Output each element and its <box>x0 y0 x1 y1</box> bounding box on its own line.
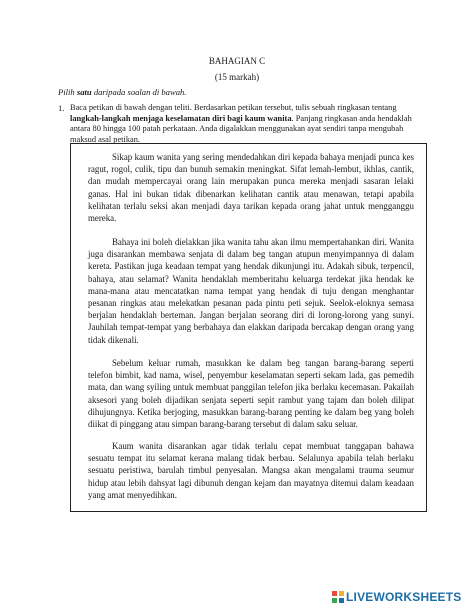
logo-text: LIVEWORKSHEETS <box>346 590 462 604</box>
paragraph-3-text: Sebelum keluar rumah, masukkan ke dalam beg tangan barang-barang seperti telefon bimbit, kad nama, wisel, penyembur keselamatan seperti sekam lada, gas pemedih mata, dan wang syiling untuk membuat panggilan telefon jika berlaku kecemasan. Pakailah aksesori yang boleh dijadikan senjata seperti sepit rambut yang tajam dan boleh dilipat dihujungnya. Ketika berjoging, masukkan barang-barang penting ke dalam beg yang boleh diikat di pinggang atau simpan barang-barang tersebut di dalam saku seluar. <box>88 358 414 430</box>
question-text <box>70 103 430 145</box>
instruction <box>58 87 186 97</box>
passage-paragraph-2 <box>88 236 414 346</box>
instruction-part1: Pilih <box>58 87 77 97</box>
paragraph-1-text: Sikap kaum wanita yang sering mendedahkan diri kepada bahaya menjadi punca kes ragut, rogol, culik, tipu dan bunuh semakin meningkat. Sifat lemah-lembut, ikhlas, cantik, dan mudah mempercayai orang lain merupakan punca mereka menjadi sasaran lelaki ganas. Hal ini bukan tidak dibenarkan kelihatan cantik atau menawan, tetapi apabila kelihatan terlalu seksi akan menjadi daya tarikan kepada orang jahat untuk mengganggu mereka. <box>88 152 414 224</box>
passage-paragraph-1 <box>88 151 414 224</box>
passage-paragraph-4 <box>88 440 414 501</box>
liveworksheets-logo[interactable] <box>332 590 461 604</box>
instruction-part2: daripada soalan di bawah. <box>91 87 187 97</box>
question-rest: . Panjang ringkasan anda hendaklah antara 80 hingga 100 patah perkataan. Anda digalakkan menggunakan ayat sendiri tanpa mengubah maksud asal petikan. <box>70 113 412 144</box>
marks-label: (15 markah) <box>214 72 260 82</box>
paragraph-2-text: Bahaya ini boleh dielakkan jika wanita tahu akan ilmu mempertahankan diri. Wanita juga disarankan membawa senjata di dalam beg tangan atupun menyimpannya di dalam kereta. Pastikan juga keadaan tempat yang hendak dikunjungi itu. Adakah sibuk, terpencil, bahaya, atau selamat? Wanita hendaklah memberitahu keluarga terdekat jika hendak ke mana-mana atau mencatatkan nama tempat yang hendak di tuju dengan menghantar pesanan ringkas atau melekatkan pesanan pada pintu peti sejuk. Seelok-eloknya semasa berjalan hendaklah berteman. Jangan berjalan seorang diri di lorong-lorong yang sunyi. Jauhilah tempat-tempat yang berbahaya dan elakkan daripada bercakap dengan orang yang tidak dikenali. <box>88 237 414 345</box>
paragraph-4-text: Kaum wanita disarankan agar tidak terlalu cepat membuat tanggapan bahawa sesuatu tempat itu selamat kerana malang tidak berbau. Selalunya apabila telah berlaku sesuatu peristiwa, barulah timbul penyesalan. Mangsa akan mengalami trauma seumur hidup atau lebih dahsyat lagi dibunuh dengan kejam dan mayatnya ditemui dalam keadaan yang amat menyedihkan. <box>88 441 414 500</box>
question-focus: langkah-langkah menjaga keselamatan diri bagi kaum wanita <box>70 113 292 123</box>
question-intro: Baca petikan di bawah dengan teliti. Berdasarkan petikan tersebut, tulis sebuah ringkasan tentang <box>70 103 397 112</box>
question-number: 1. <box>58 103 65 113</box>
passage-paragraph-3 <box>88 357 414 430</box>
section-title: BAHAGIAN C <box>208 56 266 66</box>
instruction-bold-word: satu <box>76 87 92 97</box>
liveworksheets-icon <box>332 591 344 603</box>
